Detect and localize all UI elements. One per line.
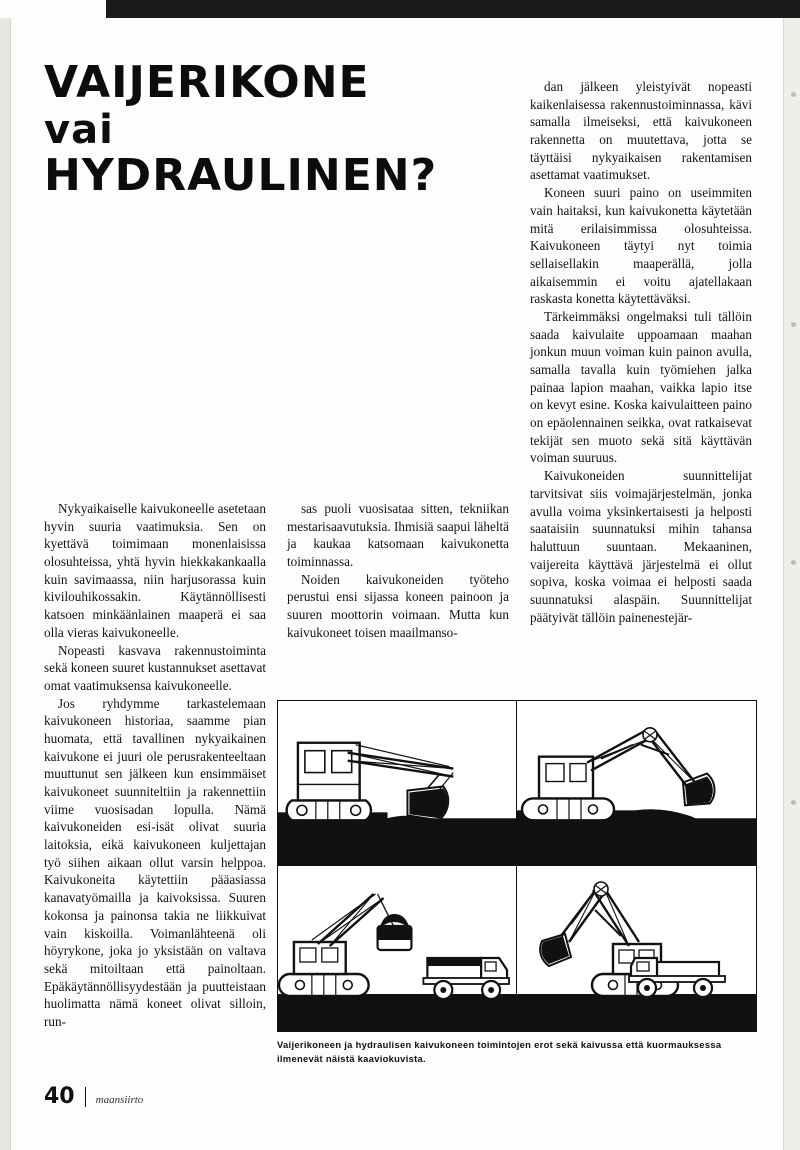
paragraph: Jos ryhdymme tarkastelemaan kaivukoneen historiaa, saamme pian huomata, että tavallinen nykyaikainen kaivukone ei juuri ole perusrakenteeltaan muuttunut sen jälkeen kun ensimmäiset kaivukoneet suunniteltiin ja rakennettiin viime vuosisadan lopulla. Nämä kaivukoneiden esi-isät olivat suuria laitoksia, eikä kaivukoneen kuljettajan työ siihen aikaan ollut varsin helppoa. Kaivukoneita käytettiin pääasiassa kanavatyömailla ja kaivoksissa. Suuren kokonsa ja painonsa takia ne liikkuivat vain kiskoilla. Voimanlähteenä oli höyrykone, joka jo yksistään on valtava sekä mitoiltaan että painoltaan. Epäkäytännöllisyydestään ja puutteistaan huolimatta nämä koneet olivat silloin, run- <box>44 695 266 1029</box>
title-line-3: HYDRAULINEN? <box>44 150 438 202</box>
paragraph: Kaivukoneiden suunnittelijat tarvitsivat siis voimajärjestelmän, jonka avulla voima yksinkertaisesti ja helposti saataisiin suunnatuksi mihin tahansa haluttuun suuntaan. Mekaaninen, vaijereita käyttävä järjestelmä ei ollut sopiva, koska voimaa ei helposti saada suunnatuksi alaspäin. Suunnittelijat päätyivät tällöin painenestejär- <box>530 468 752 625</box>
paragraph: sas puoli vuosisataa sitten, tekniikan mestarisaavutuksia. Ihmisiä saapui läheltä ja kaukaa katsomaan kaivukonetta toiminnassa. <box>287 501 509 570</box>
page-number: 40 <box>44 1084 75 1109</box>
scan-top-corner <box>0 0 106 18</box>
scan-left-edge <box>0 0 11 1150</box>
column-right-top <box>530 78 752 626</box>
scan-artifact-dot <box>791 92 796 97</box>
figure-diagram <box>277 700 757 1032</box>
paragraph: Nopeasti kasvava rakennustoiminta sekä koneen suuret kustannukset asettavat omat vaatimuksensa kaivukoneelle. <box>44 642 266 693</box>
paragraph: dan jälkeen yleistyivät nopeasti kaikenlaisessa rakennustoiminnassa, kävi samalla ilmeiseksi, että kaivukoneen rakennetta on muutettava, jotta se täyttäisi nykyaikaisen rakentamisen asettamat vaatimukset. <box>530 79 752 183</box>
page-footer <box>44 1084 444 1109</box>
paragraph: Tärkeimmäksi ongelmaksi tuli tällöin saada kaivulaite uppoamaan maahan jonkun muun voiman kuin painon avulla, samalla tavalla kuin työmiehen jalka painaa lapion maahan, vaikka lapio itse on kevyt esine. Koska kaivulaitteen paino on epäolennainen seikka, ovat ratkaisevat tekijät sen muoto sekä sitä käyttävän voiman suuruus. <box>530 308 752 466</box>
title-line-1: VAIJERIKONE <box>44 57 370 108</box>
figure-panel-cable-excavator-loading-truck <box>278 866 517 1031</box>
figure-caption: Vaijerikoneen ja hydraulisen kaivukoneen toimintojen erot sekä kaivussa että kuormauksessa ilmenevät näistä kaaviokuvista. <box>277 1039 722 1065</box>
magazine-name: maansiirto <box>95 1094 144 1106</box>
scan-artifact-dot <box>791 800 796 805</box>
column-left <box>44 500 266 1031</box>
title-line-2: vai <box>44 106 114 153</box>
scan-artifact-dot <box>791 322 796 327</box>
scan-right-edge <box>783 0 800 1150</box>
figure-panel-cable-excavator-digging <box>278 701 517 866</box>
column-middle <box>287 500 509 642</box>
scan-artifact-dot <box>791 560 796 565</box>
page-title <box>44 57 504 202</box>
paragraph: Koneen suuri paino on useimmiten vain haitaksi, kun kaivukonetta käytetään mitä erilaisimmissa olosuhteissa. Kaivukoneen täytyi nyt toimia sellaisellakin maaperällä, jolla aikaisemmin ei voitu ajatellakaan raskasta konetta käytettäväksi. <box>530 185 752 307</box>
footer-divider <box>85 1087 86 1107</box>
paragraph: Nykyaikaiselle kaivukoneelle asetetaan hyvin suuria vaatimuksia. Sen on kyettävä toimimaan monenlaisissa olosuhteissa, yhtä hyvin hiekkakankaalla kuin savimaassa, niin harjusorassa kuin kivilouhikossakin. Käytännöllisesti katsoen minkäänlainen maaperä ei saa olla vieras kaivukoneelle. <box>44 501 266 640</box>
scan-top-edge <box>0 0 800 18</box>
figure-panel-hydraulic-excavator-loading-truck <box>517 866 756 1031</box>
paragraph: Noiden kaivukoneiden työteho perustui ensi sijassa koneen painoon ja suuren moottorin voimaan. Mutta kun kaivukoneet toisen maailmanso- <box>287 571 509 640</box>
figure-panel-hydraulic-excavator-digging <box>517 701 756 866</box>
